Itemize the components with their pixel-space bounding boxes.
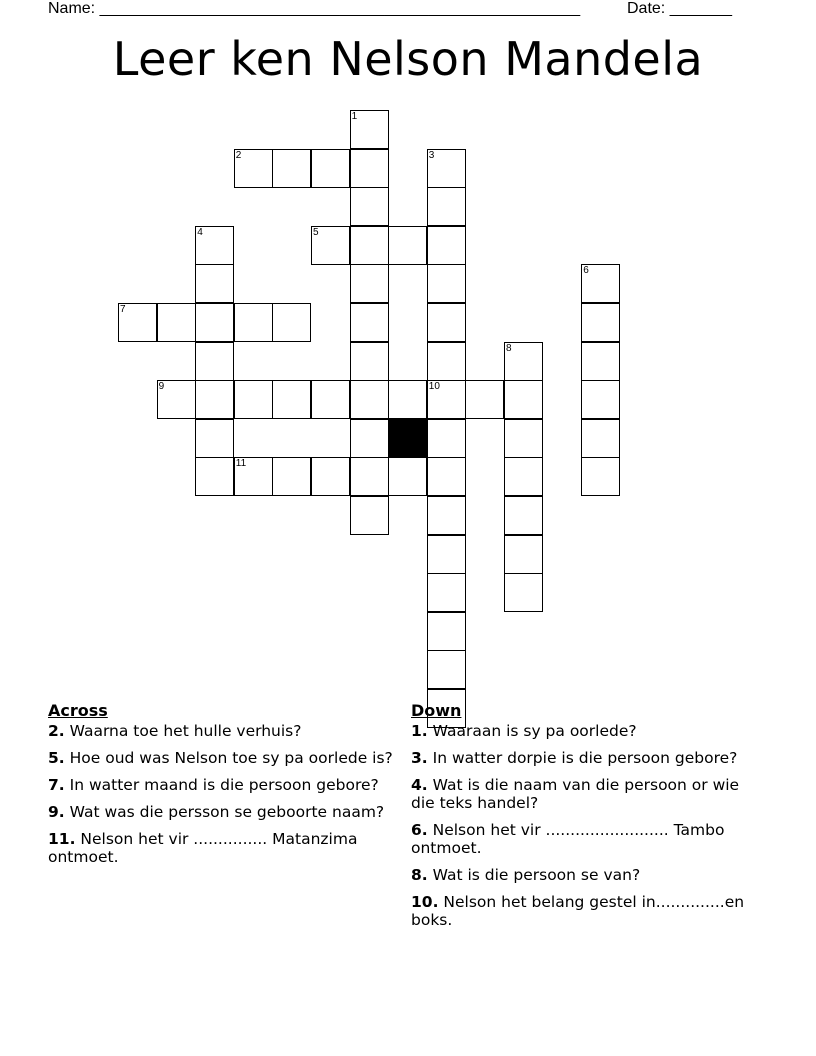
grid-cell[interactable]	[272, 457, 311, 496]
grid-cell[interactable]	[272, 303, 311, 342]
clue-number: 4.	[411, 776, 428, 794]
grid-cell[interactable]	[350, 187, 389, 226]
grid-cell[interactable]	[427, 457, 466, 496]
cell-number: 1	[351, 111, 358, 122]
grid-cell[interactable]	[504, 535, 543, 574]
grid-cell[interactable]	[195, 226, 234, 265]
grid-cell[interactable]	[195, 264, 234, 303]
grid-cell[interactable]	[157, 303, 196, 342]
cell-number: 8	[506, 342, 512, 354]
cell-number: 5	[313, 226, 319, 238]
down-clue	[411, 893, 751, 929]
clue-number: 9.	[48, 803, 65, 821]
across-clue	[48, 830, 393, 866]
cell-number: 4	[197, 226, 203, 238]
grid-cell[interactable]	[118, 303, 157, 342]
across-clues	[48, 702, 393, 875]
grid-cell[interactable]	[504, 380, 543, 419]
clue-text: Nelson het belang gestel in..............en boks.	[411, 893, 745, 929]
grid-cell[interactable]	[311, 380, 350, 419]
clue-number: 11.	[48, 830, 76, 848]
grid-cell[interactable]	[388, 457, 427, 496]
grid-cell[interactable]	[350, 110, 389, 149]
black-cell	[388, 419, 427, 458]
clue-number: 8.	[411, 866, 428, 884]
grid-cell[interactable]	[427, 573, 466, 612]
cell-number: 2	[235, 149, 242, 161]
grid-cell[interactable]	[427, 226, 466, 265]
grid-cell[interactable]	[427, 342, 466, 381]
down-clues	[411, 702, 751, 938]
grid-cell[interactable]	[581, 419, 620, 458]
grid-cell[interactable]	[350, 380, 389, 419]
across-clue	[48, 776, 393, 794]
grid-cell[interactable]	[350, 342, 389, 381]
grid-cell[interactable]	[234, 303, 273, 342]
clue-text: Nelson het vir ......................... Tambo ontmoet.	[411, 821, 725, 857]
grid-cell[interactable]	[388, 380, 427, 419]
grid-cell[interactable]	[350, 496, 389, 535]
grid-cell[interactable]	[427, 650, 466, 689]
grid-cell[interactable]	[581, 380, 620, 419]
across-clue	[48, 803, 393, 821]
down-clue	[411, 722, 751, 740]
grid-cell[interactable]	[504, 496, 543, 535]
down-clue	[411, 821, 751, 857]
grid-cell[interactable]	[350, 457, 389, 496]
grid-cell[interactable]	[350, 264, 389, 303]
grid-cell[interactable]	[504, 457, 543, 496]
clue-number: 5.	[48, 749, 65, 767]
grid-cell[interactable]	[427, 303, 466, 342]
clue-number: 2.	[48, 722, 65, 740]
cell-number: 10	[428, 381, 440, 393]
grid-cell[interactable]	[195, 457, 234, 496]
down-heading: Down	[411, 701, 462, 720]
grid-cell[interactable]	[581, 457, 620, 496]
grid-cell[interactable]	[195, 380, 234, 419]
clue-number: 3.	[411, 749, 428, 767]
date-field-label[interactable]: Date: _______	[627, 0, 732, 17]
grid-cell[interactable]	[311, 457, 350, 496]
clue-text: Nelson het vir ............... Matanzima ontmoet.	[48, 830, 358, 866]
cell-number: 9	[158, 381, 165, 393]
down-clue	[411, 776, 751, 812]
grid-cell[interactable]	[427, 380, 466, 419]
grid-cell[interactable]	[504, 573, 543, 612]
grid-cell[interactable]	[427, 187, 466, 226]
clue-number: 6.	[411, 821, 428, 839]
clue-text: In watter maand is die persoon gebore?	[69, 776, 379, 794]
cell-number: 11	[235, 458, 247, 470]
clue-text: In watter dorpie is die persoon gebore?	[432, 749, 738, 767]
grid-cell[interactable]	[427, 535, 466, 574]
grid-cell[interactable]	[350, 226, 389, 265]
grid-cell[interactable]	[272, 149, 311, 188]
grid-cell[interactable]	[504, 342, 543, 381]
across-heading: Across	[48, 701, 108, 720]
grid-cell[interactable]	[234, 457, 273, 496]
grid-cell[interactable]	[350, 149, 389, 188]
grid-cell[interactable]	[272, 380, 311, 419]
grid-cell[interactable]	[465, 380, 504, 419]
grid-cell[interactable]	[157, 380, 196, 419]
grid-cell[interactable]	[195, 303, 234, 342]
clue-number: 7.	[48, 776, 65, 794]
grid-cell[interactable]	[427, 612, 466, 651]
grid-cell[interactable]	[195, 419, 234, 458]
grid-cell[interactable]	[311, 149, 350, 188]
grid-cell[interactable]	[311, 226, 350, 265]
clue-number: 10.	[411, 893, 439, 911]
grid-cell[interactable]	[350, 419, 389, 458]
clue-text: Waarna toe het hulle verhuis?	[69, 722, 302, 740]
clue-number: 1.	[411, 722, 428, 740]
grid-cell[interactable]	[427, 149, 466, 188]
clue-text: Wat was die persson se geboorte naam?	[69, 803, 385, 821]
across-clue	[48, 722, 393, 740]
across-clue	[48, 749, 393, 767]
grid-cell[interactable]	[195, 342, 234, 381]
grid-cell[interactable]	[581, 342, 620, 381]
grid-cell[interactable]	[581, 303, 620, 342]
clue-text: Wat is die persoon se van?	[432, 866, 641, 884]
grid-cell[interactable]	[388, 226, 427, 265]
grid-cell[interactable]	[504, 419, 543, 458]
page-title: Leer ken Nelson Mandela	[112, 32, 704, 86]
clue-text: Wat is die naam van die persoon or wie die teks handel?	[411, 776, 740, 812]
grid-cell[interactable]	[581, 264, 620, 303]
grid-cell[interactable]	[350, 303, 389, 342]
grid-cell[interactable]	[427, 496, 466, 535]
grid-cell[interactable]	[427, 264, 466, 303]
down-clue	[411, 866, 751, 884]
clue-text: Waaraan is sy pa oorlede?	[432, 722, 637, 740]
grid-cell[interactable]	[234, 149, 273, 188]
grid-cell[interactable]	[234, 380, 273, 419]
cell-number: 7	[120, 304, 126, 315]
cell-number: 6	[583, 265, 589, 277]
down-clue	[411, 749, 751, 767]
clue-text: Hoe oud was Nelson toe sy pa oorlede is?	[69, 749, 393, 767]
cell-number: 3	[428, 149, 435, 161]
grid-cell[interactable]	[427, 419, 466, 458]
name-field-label[interactable]: Name: ______________________________________________________	[48, 0, 581, 17]
